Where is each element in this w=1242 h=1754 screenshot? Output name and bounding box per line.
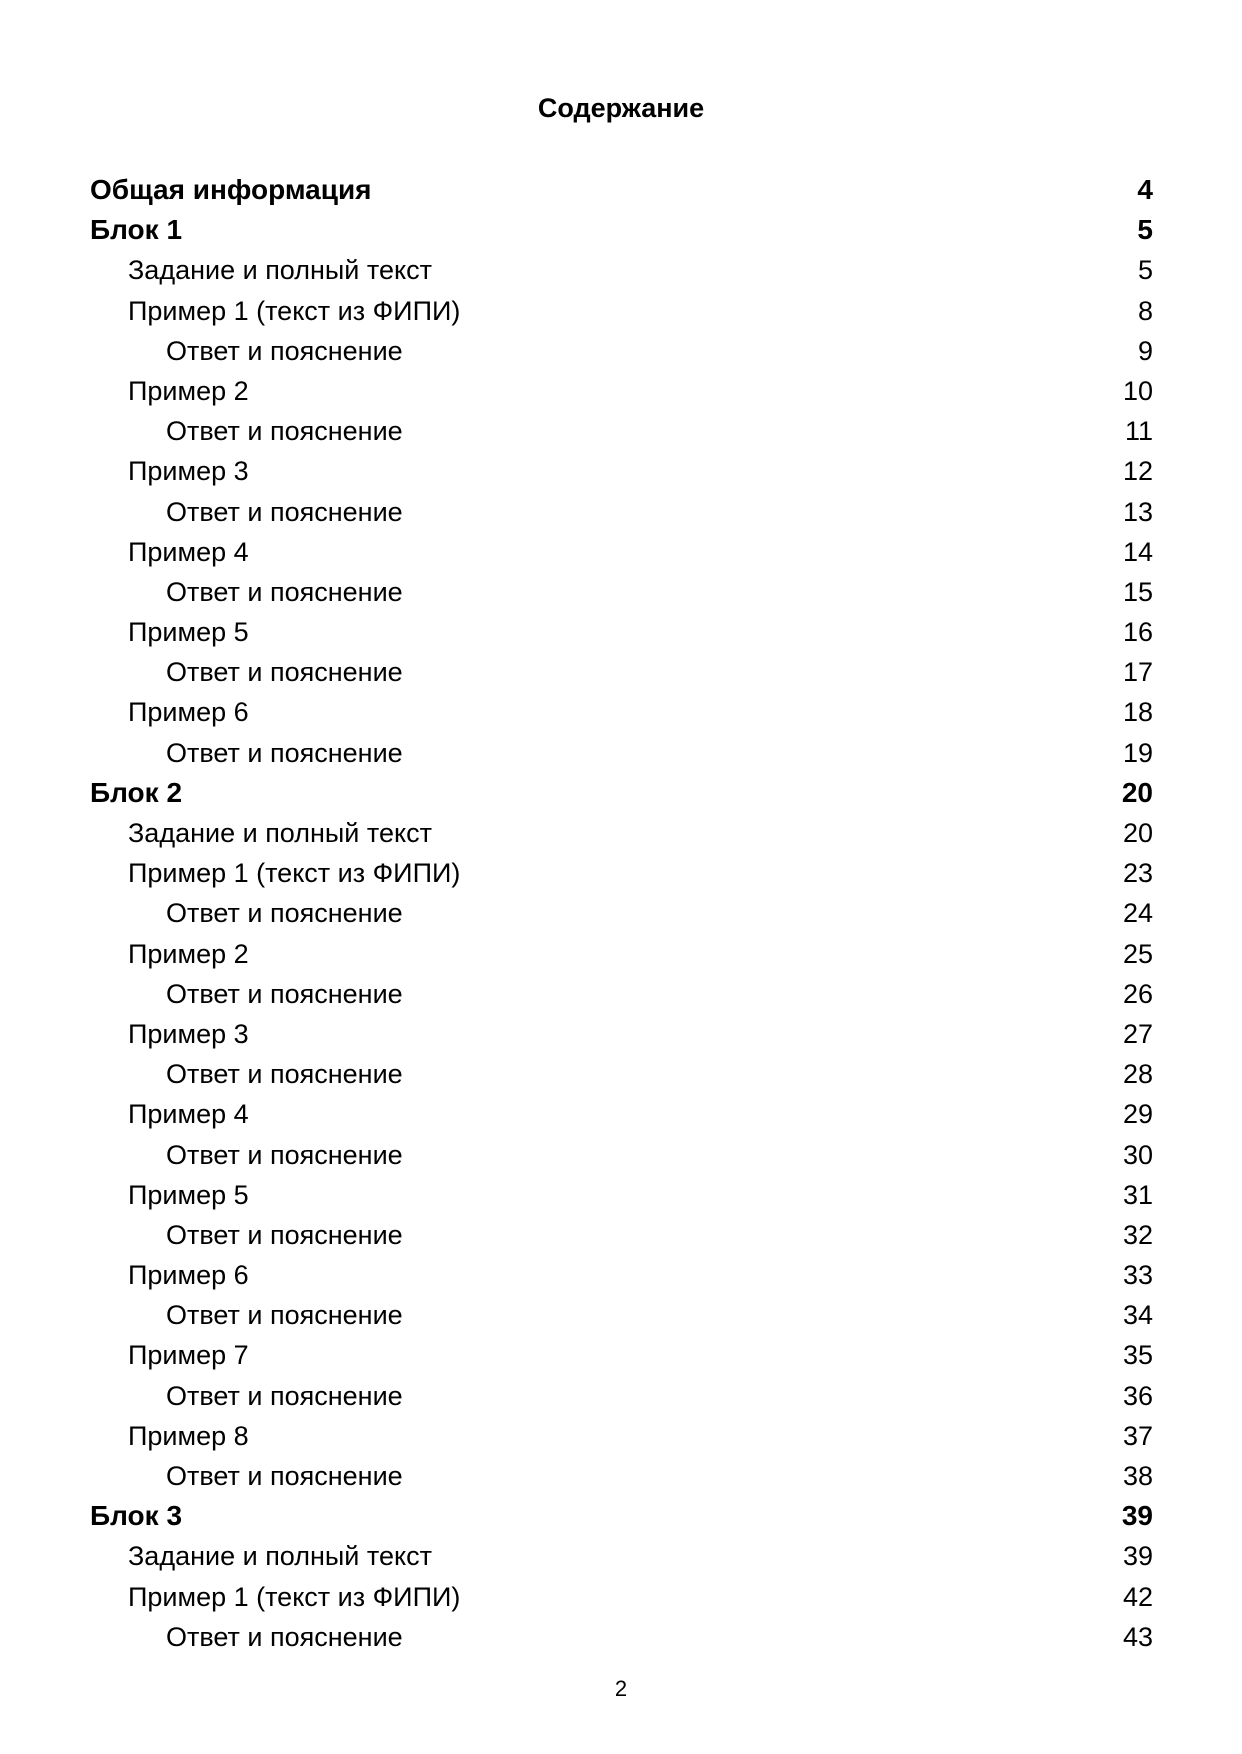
toc-entry-page-number: 26 (1122, 978, 1153, 1009)
toc-entry-label: Ответ и пояснение (166, 737, 403, 768)
toc-entry-label: Ответ и пояснение (166, 1219, 403, 1250)
toc-entry-label: Пример 4 (128, 1099, 249, 1130)
toc-entry[interactable] (90, 1255, 1153, 1295)
toc-entry-page-number: 5 (1137, 255, 1153, 286)
toc-entry-page-number: 23 (1122, 858, 1153, 889)
table-of-contents (90, 170, 1153, 1657)
toc-entry-label: Пример 8 (128, 1420, 249, 1451)
toc-entry[interactable] (90, 1536, 1153, 1576)
toc-entry[interactable] (90, 733, 1153, 773)
toc-entry[interactable] (90, 451, 1153, 491)
toc-entry-page-number: 34 (1122, 1300, 1153, 1331)
toc-entry-page-number: 24 (1122, 898, 1153, 929)
toc-entry[interactable] (90, 170, 1153, 210)
toc-entry-label: Ответ и пояснение (166, 1139, 403, 1170)
toc-entry[interactable] (90, 291, 1153, 331)
toc-entry[interactable] (90, 331, 1153, 371)
toc-entry[interactable] (90, 1295, 1153, 1335)
page-number: 2 (614, 1676, 628, 1701)
toc-entry-page-number: 14 (1122, 536, 1153, 567)
toc-entry[interactable] (90, 692, 1153, 732)
toc-entry-label: Задание и полный текст (128, 1541, 432, 1572)
toc-entry-page-number: 38 (1122, 1461, 1153, 1491)
toc-entry-page-number: 36 (1122, 1380, 1153, 1411)
toc-entry[interactable] (90, 492, 1153, 532)
toc-entry[interactable] (90, 813, 1153, 853)
toc-entry[interactable] (90, 1416, 1153, 1456)
toc-entry-label: Ответ и пояснение (166, 898, 403, 929)
toc-entry[interactable] (90, 652, 1153, 692)
toc-entry-page-number: 15 (1122, 576, 1153, 607)
toc-entry-label: Ответ и пояснение (166, 1059, 403, 1090)
toc-entry-label: Ответ и пояснение (166, 1380, 403, 1411)
toc-entry-label: Пример 4 (128, 536, 249, 567)
toc-entry-label: Задание и полный текст (128, 255, 432, 286)
toc-entry-label: Блок 1 (90, 214, 183, 246)
toc-entry[interactable] (90, 1175, 1153, 1215)
toc-entry[interactable] (90, 1577, 1153, 1617)
toc-entry-label: Общая информация (90, 174, 372, 205)
toc-entry-label: Пример 3 (128, 456, 249, 487)
toc-entry[interactable] (90, 1094, 1153, 1134)
toc-entry-page-number: 10 (1122, 375, 1153, 406)
toc-entry-page-number: 39 (1122, 1541, 1153, 1572)
toc-entry[interactable] (90, 1054, 1153, 1094)
toc-entry-page-number: 29 (1122, 1099, 1153, 1130)
toc-entry-label: Ответ и пояснение (166, 657, 403, 688)
toc-entry-page-number: 25 (1122, 938, 1153, 969)
toc-entry-page-number: 37 (1122, 1420, 1153, 1451)
toc-entry-page-number: 13 (1122, 496, 1153, 527)
toc-entry[interactable] (90, 210, 1153, 250)
toc-entry[interactable] (90, 853, 1153, 893)
toc-entry-label: Пример 7 (128, 1340, 249, 1371)
toc-entry[interactable] (90, 532, 1153, 572)
toc-entry-label: Ответ и пояснение (166, 1621, 403, 1652)
toc-entry-page-number: 12 (1122, 456, 1153, 487)
toc-entry-page-number: 11 (1124, 416, 1153, 447)
toc-entry[interactable] (90, 371, 1153, 411)
toc-entry-page-number: 5 (1137, 214, 1153, 246)
toc-entry-label: Пример 6 (128, 697, 249, 728)
toc-entry[interactable] (90, 1014, 1153, 1054)
toc-entry-page-number: 35 (1122, 1340, 1153, 1371)
toc-entry-page-number: 20 (1121, 776, 1153, 808)
toc-entry-page-number: 31 (1122, 1179, 1153, 1210)
toc-entry-page-number: 43 (1122, 1621, 1153, 1652)
toc-entry[interactable] (90, 1335, 1153, 1375)
toc-entry-label: Задание и полный текст (128, 818, 432, 848)
toc-entry-page-number: 42 (1122, 1581, 1153, 1612)
toc-entry-label: Пример 5 (128, 1179, 249, 1210)
toc-entry[interactable] (90, 1376, 1153, 1416)
toc-entry-label: Ответ и пояснение (166, 416, 403, 447)
toc-entry[interactable] (90, 773, 1153, 813)
toc-entry-page-number: 32 (1122, 1219, 1153, 1250)
toc-entry-label: Ответ и пояснение (166, 335, 403, 366)
toc-entry-label: Пример 1 (текст из ФИПИ) (128, 1581, 461, 1612)
toc-entry-label: Пример 5 (128, 617, 249, 648)
toc-entry-page-number: 39 (1121, 1500, 1153, 1532)
toc-entry-label: Ответ и пояснение (166, 1300, 403, 1331)
toc-entry[interactable] (90, 893, 1153, 933)
toc-entry[interactable] (90, 612, 1153, 652)
toc-entry-label: Пример 6 (128, 1260, 249, 1291)
toc-entry-label: Пример 2 (128, 375, 249, 406)
toc-entry-label: Пример 1 (текст из ФИПИ) (128, 295, 461, 326)
toc-entry[interactable] (90, 1135, 1153, 1175)
toc-entry[interactable] (90, 1215, 1153, 1255)
toc-entry-label: Пример 2 (128, 938, 249, 969)
toc-entry[interactable] (90, 1456, 1153, 1496)
toc-entry-page-number: 20 (1122, 818, 1153, 848)
toc-entry[interactable] (90, 250, 1153, 290)
toc-entry[interactable] (90, 411, 1153, 451)
toc-entry-page-number: 19 (1122, 737, 1153, 768)
toc-entry-page-number: 17 (1122, 657, 1153, 688)
toc-entry[interactable] (90, 1617, 1153, 1657)
toc-entry[interactable] (90, 934, 1153, 974)
page-title: Содержание (537, 93, 705, 123)
toc-entry-label: Пример 3 (128, 1018, 249, 1049)
toc-entry-page-number: 30 (1122, 1139, 1153, 1170)
toc-entry-page-number: 8 (1137, 295, 1153, 326)
toc-entry[interactable] (90, 1496, 1153, 1536)
toc-entry-label: Ответ и пояснение (166, 576, 403, 607)
toc-entry-label: Ответ и пояснение (166, 496, 403, 527)
toc-entry[interactable] (90, 572, 1153, 612)
toc-entry-label: Пример 1 (текст из ФИПИ) (128, 858, 461, 889)
toc-entry-page-number: 9 (1137, 335, 1153, 366)
toc-entry-label: Блок 2 (90, 776, 183, 808)
toc-entry-page-number: 18 (1122, 697, 1153, 728)
toc-entry-label: Ответ и пояснение (166, 978, 403, 1009)
toc-entry[interactable] (90, 974, 1153, 1014)
toc-entry-page-number: 4 (1137, 174, 1153, 205)
toc-entry-page-number: 33 (1122, 1260, 1153, 1291)
toc-entry-page-number: 28 (1122, 1059, 1153, 1090)
toc-entry-label: Блок 3 (90, 1500, 183, 1532)
toc-entry-label: Ответ и пояснение (166, 1461, 403, 1491)
toc-entry-page-number: 27 (1122, 1018, 1153, 1049)
toc-entry-page-number: 16 (1122, 617, 1153, 648)
